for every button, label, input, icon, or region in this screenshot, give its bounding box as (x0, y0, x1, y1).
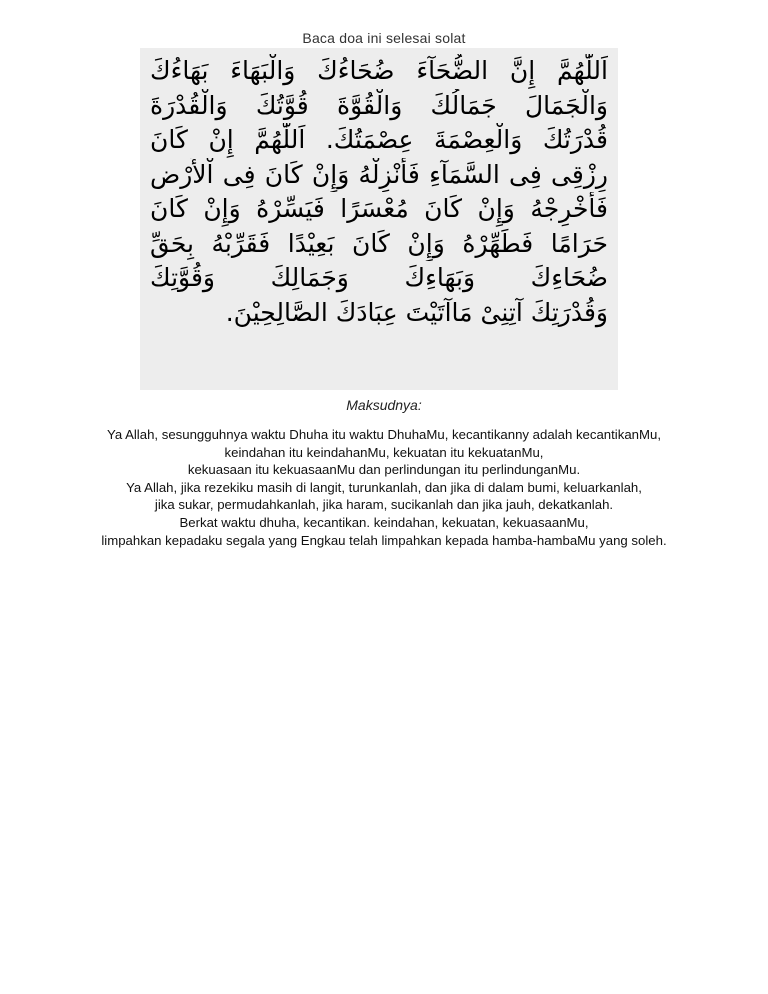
translation-block (40, 426, 728, 549)
arabic-line: حَرَامًا فَطَهِّرْهُ وَإِنْ كَانَ بَعِيْدًا فَقَرِّبْهُ بِحَقِّ (150, 228, 608, 258)
translation-line: Ya Allah, sesungguhnya waktu Dhuha itu waktu DhuhaMu, kecantikanny adalah kecantikanMu, (107, 427, 661, 442)
arabic-prayer-block (140, 48, 618, 390)
arabic-line: رِزْقِى فِى السَّمَآءِ فَأَنْزِلْهُ وَإِنْ كَانَ فِى اْلأَرْضِ (150, 159, 608, 189)
arabic-line: اَللّٰهُمَّ إِنَّ الضُّحَآءَ ضُحَاءُكَ وَالْبَهَاءَ بَهَاءُكَ (150, 56, 608, 85)
arabic-line: قُدْرَتُكَ وَالْعِصْمَةَ عِصْمَتُكَ. اَللّٰهُمَّ إِنْ كَانَ (150, 125, 608, 154)
arabic-line: فَأَخْرِجْهُ وَإِنْ كَانَ مُعْسَرًا فَيَسِّرْهُ وَإِنْ كَانَ (150, 194, 608, 223)
translation-line: jika sukar, permudahkanlah, jika haram, sucikanlah dan jika jauh, dekatkanlah. (154, 497, 614, 513)
arabic-line: وَقُدْرَتِكَ آتِنِىْ مَاآتَيْتَ عِبَادَكَ الصَّالِحِيْنَ. (225, 297, 608, 327)
translation-line: limpahkan kepadaku segala yang Engkau telah limpahkan kepada hamba-hambaMu yang soleh. (101, 532, 667, 548)
translation-line: keindahan itu keindahanMu, kekuatan itu kekuatanMu, (224, 444, 544, 460)
translation-line: kekuasaan itu kekuasaanMu dan perlindungan itu perlindunganMu. (187, 462, 581, 478)
translation-line: Ya Allah, jika rezekiku masih di langit, turunkanlah, dan jika di dalam bumi, keluarkanlah, (126, 479, 642, 495)
arabic-line: ضُحَاءِكَ وَبَهَاءِكَ وَجَمَالِكَ وَقُوَّتِكَ (150, 263, 608, 292)
translation-line: Berkat waktu dhuha, kecantikan. keindahan, kekuatan, kekuasaanMu, (179, 514, 589, 530)
page-heading: Baca doa ini selesai solat (302, 30, 466, 46)
arabic-line: وَالْجَمَالَ جَمَالُكَ وَالْقُوَّةَ قُوَّتُكَ وَالْقُدْرَةَ (150, 90, 608, 120)
meaning-label: Maksudnya: (346, 397, 422, 413)
